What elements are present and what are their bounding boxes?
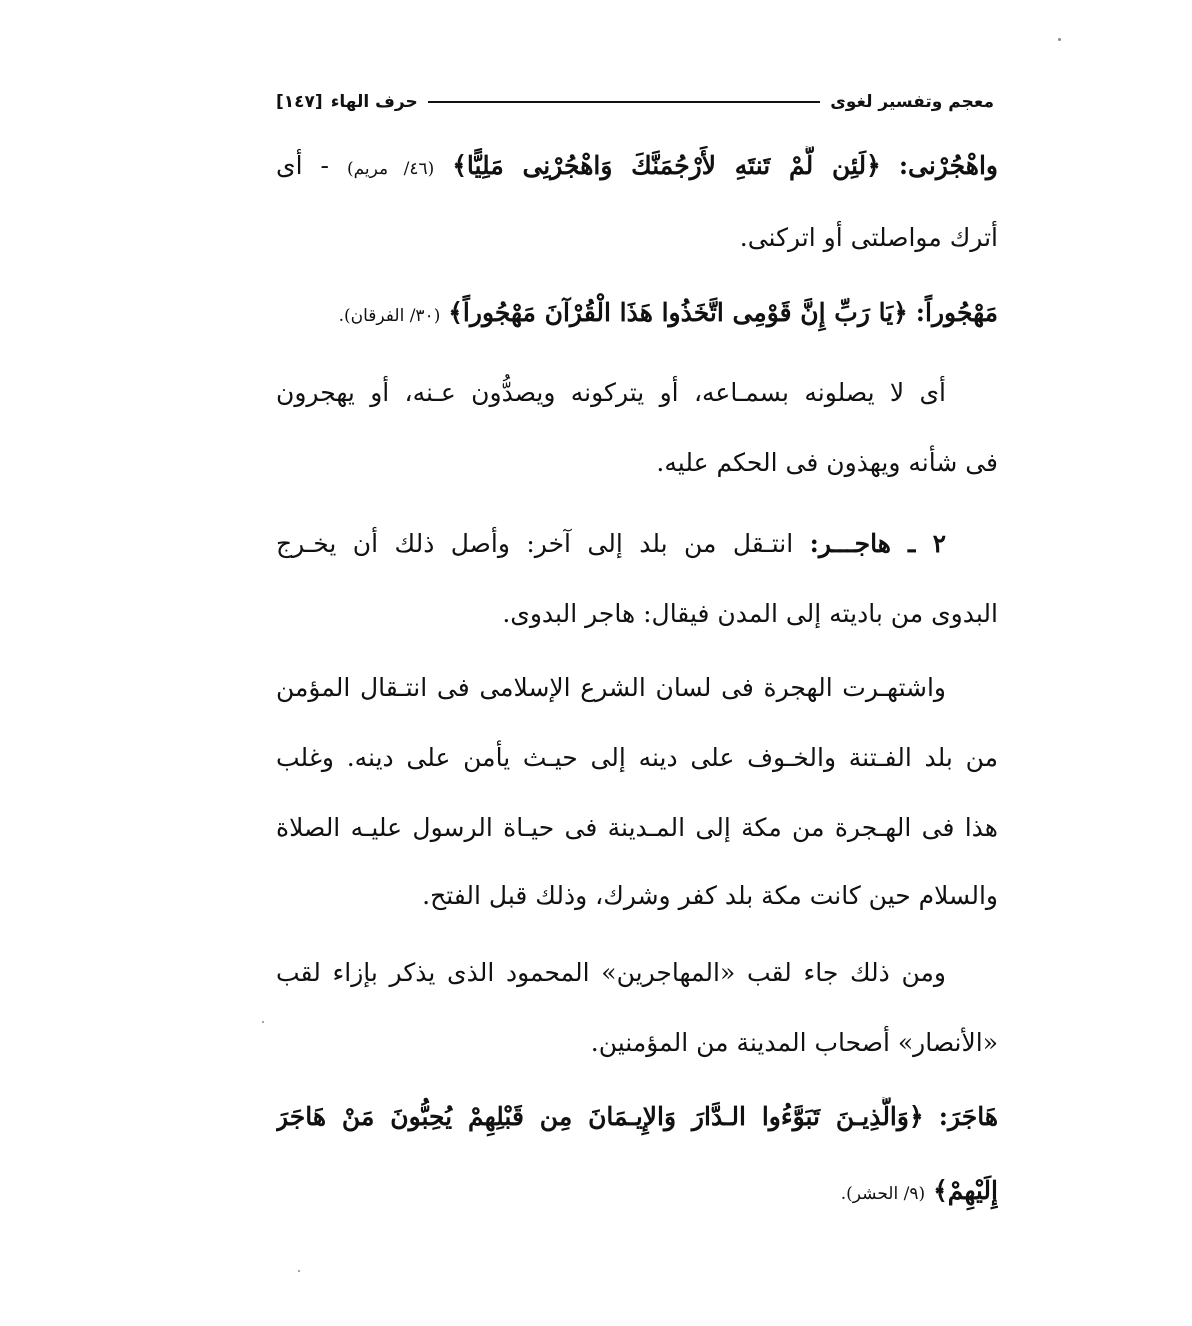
verse-reference: (٣٠/ الفرقان). bbox=[338, 306, 441, 326]
page-number: [١٤٧] bbox=[276, 92, 323, 112]
text-line: «الأنصار» أصحاب المدينة من المؤمنين. bbox=[590, 1028, 998, 1057]
scan-speck bbox=[298, 1270, 300, 1272]
text-line: فى شأنه ويهذون فى الحكم عليه. bbox=[656, 448, 998, 477]
book-title: معجم وتفسير لغوى bbox=[830, 92, 994, 112]
text-line: من بلد الفـتنة والخـوف على دينه إلى حيـث يأمن على دينه. وغلب bbox=[276, 743, 998, 772]
text-line bbox=[276, 146, 998, 189]
text-line bbox=[276, 1097, 998, 1137]
text-line bbox=[276, 524, 998, 564]
running-header bbox=[276, 88, 994, 116]
verse-reference: (٩/ الحشر). bbox=[840, 1184, 926, 1204]
scan-speck bbox=[262, 1021, 264, 1023]
text-line: أى لا يصلونه بسمـاعه، أو يتركونه ويصدُّون عـنه، أو يهجرون bbox=[276, 378, 946, 407]
text-line bbox=[276, 1171, 998, 1214]
text-line: هذا فى الهـجرة من مكة إلى المـدينة فى حيـاة الرسول عليـه الصلاة bbox=[276, 813, 998, 842]
text-line: البدوى من باديته إلى المدن فيقال: هاجر البدوى. bbox=[502, 599, 998, 628]
quran-quote: إِلَيْهِمْ﴾ bbox=[933, 1176, 998, 1205]
text-line: أترك مواصلتى أو اتركنى. bbox=[739, 223, 998, 252]
text-line: ومن ذلك جاء لقب «المهاجرين» المحمود الذى يذكر بإزاء لقب bbox=[276, 958, 946, 987]
entry-headword: واهْجُرْنى: bbox=[898, 151, 998, 180]
header-rule bbox=[428, 101, 821, 103]
verse-reference: (٤٦/ مريم) bbox=[346, 159, 435, 179]
text-segment: انتـقل من بلد إلى آخر: وأصل ذلك أن يخـرج bbox=[276, 529, 794, 558]
quran-quote: ﴿يَا رَبِّ إِنَّ قَوْمِى اتَّخَذُوا هَذَا الْقُرْآنَ مَهْجُوراً﴾ bbox=[448, 298, 908, 327]
text-segment: - أى bbox=[276, 151, 329, 180]
entry-headword: هَاجَرَ: bbox=[938, 1102, 998, 1131]
text-line: واشتهـرت الهجرة فى لسان الشرع الإسلامى فى انتـقال المؤمن bbox=[276, 673, 946, 702]
chapter-name: حرف الهاء bbox=[330, 92, 418, 112]
scan-speck bbox=[1058, 38, 1061, 41]
quran-quote: ﴿وَالَّذِيـنَ تَبَوَّءُوا الـدَّارَ وَالإِيـمَانَ مِن قَبْلِهِمْ يُحِبُّونَ مَنْ هَاجَرَ bbox=[276, 1102, 924, 1131]
entry-headword: مَهْجُوراً: bbox=[915, 298, 998, 327]
text-line: والسلام حين كانت مكة بلد كفر وشرك، وذلك قبل الفتح. bbox=[422, 881, 998, 910]
quran-quote: ﴿لَئِن لَّمْ تَنتَهِ لأَرْجُمَنَّكَ وَاهْجُرْنِى مَلِيًّا﴾ bbox=[452, 151, 881, 180]
entry-headword: ٢ ـ هاجـــر: bbox=[809, 529, 946, 558]
text-line bbox=[276, 293, 998, 336]
